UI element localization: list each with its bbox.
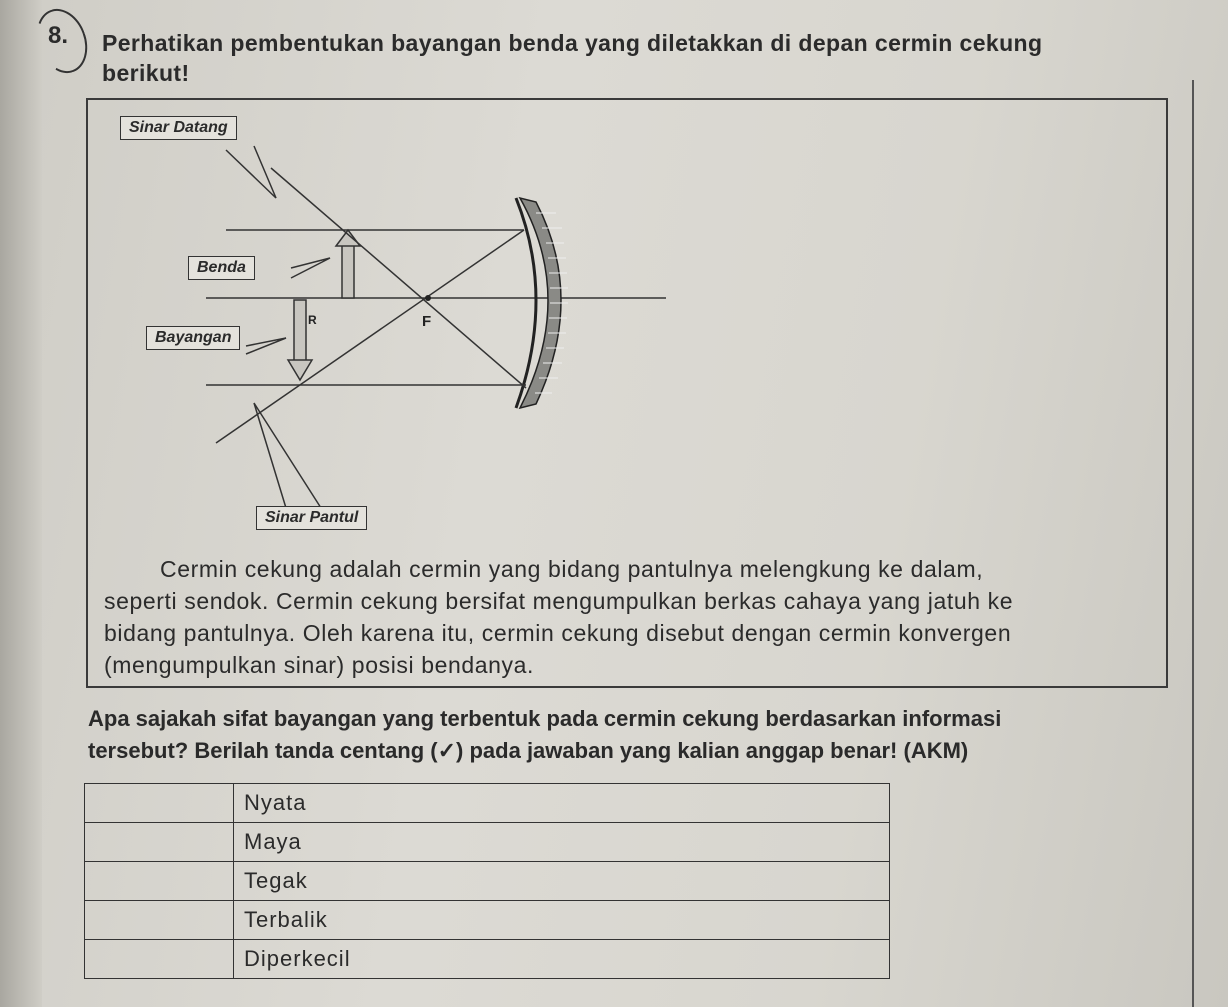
option-label: Diperkecil [234,940,890,979]
image-arrow-head [288,360,312,380]
prompt-line2: tersebut? Berilah tanda centang (✓) pada jawaban yang kalian anggap benar! (AKM) [88,738,969,763]
prompt-line1: Apa sajakah sifat bayangan yang terbentuk pada cermin cekung berdasarkan informasi [88,706,1002,731]
page-edge [1192,80,1194,1007]
paragraph-line3: bidang pantulnya. Oleh karena itu, cermin cekung disebut dengan cermin konvergen [104,620,1012,646]
focal-point [425,295,431,301]
option-row [85,940,890,979]
option-label: Nyata [234,784,890,823]
option-row [85,784,890,823]
label-reflected-ray: Sinar Pantul [256,506,367,530]
page-shadow [0,0,42,1007]
callout-reflected-pointer [254,403,321,508]
callout-object-pointer [291,258,330,278]
checkbox-tegak[interactable] [85,862,234,901]
callout-image-pointer [246,338,286,354]
paragraph-line1: Cermin cekung adalah cermin yang bidang pantulnya melengkung ke dalam, [160,556,984,582]
checkbox-maya[interactable] [85,823,234,862]
question-number: 8. [48,22,69,49]
object-arrow-body [342,243,354,298]
focus-label: F [422,313,432,330]
callout-incoming-pointer [226,146,276,198]
option-label: Tegak [234,862,890,901]
checkbox-diperkecil[interactable] [85,940,234,979]
label-image: Bayangan [146,326,240,350]
label-incoming-ray: Sinar Datang [120,116,237,140]
question-text-line2: berikut! [102,60,190,86]
option-label: Terbalik [234,901,890,940]
image-arrow-body [294,300,306,362]
checkbox-terbalik[interactable] [85,901,234,940]
ray-through-focus-incoming [271,168,526,388]
ray-through-focus-reflected [216,230,524,443]
object-arrow-head [336,230,360,246]
checkbox-nyata[interactable] [85,784,234,823]
paragraph-line4: (mengumpulkan sinar) posisi bendanya. [104,652,535,678]
option-label: Maya [234,823,890,862]
concave-mirror-diagram [86,98,686,538]
center-label: R [308,313,317,327]
option-row [85,862,890,901]
paragraph-line2: seperti sendok. Cermin cekung bersifat mengumpulkan berkas cahaya yang jatuh ke [104,588,1014,614]
option-row [85,901,890,940]
label-object: Benda [188,256,255,280]
question-text-line1: Perhatikan pembentukan bayangan benda yang diletakkan di depan cermin cekung [102,30,1043,56]
option-row [85,823,890,862]
answer-options-table [84,783,890,979]
